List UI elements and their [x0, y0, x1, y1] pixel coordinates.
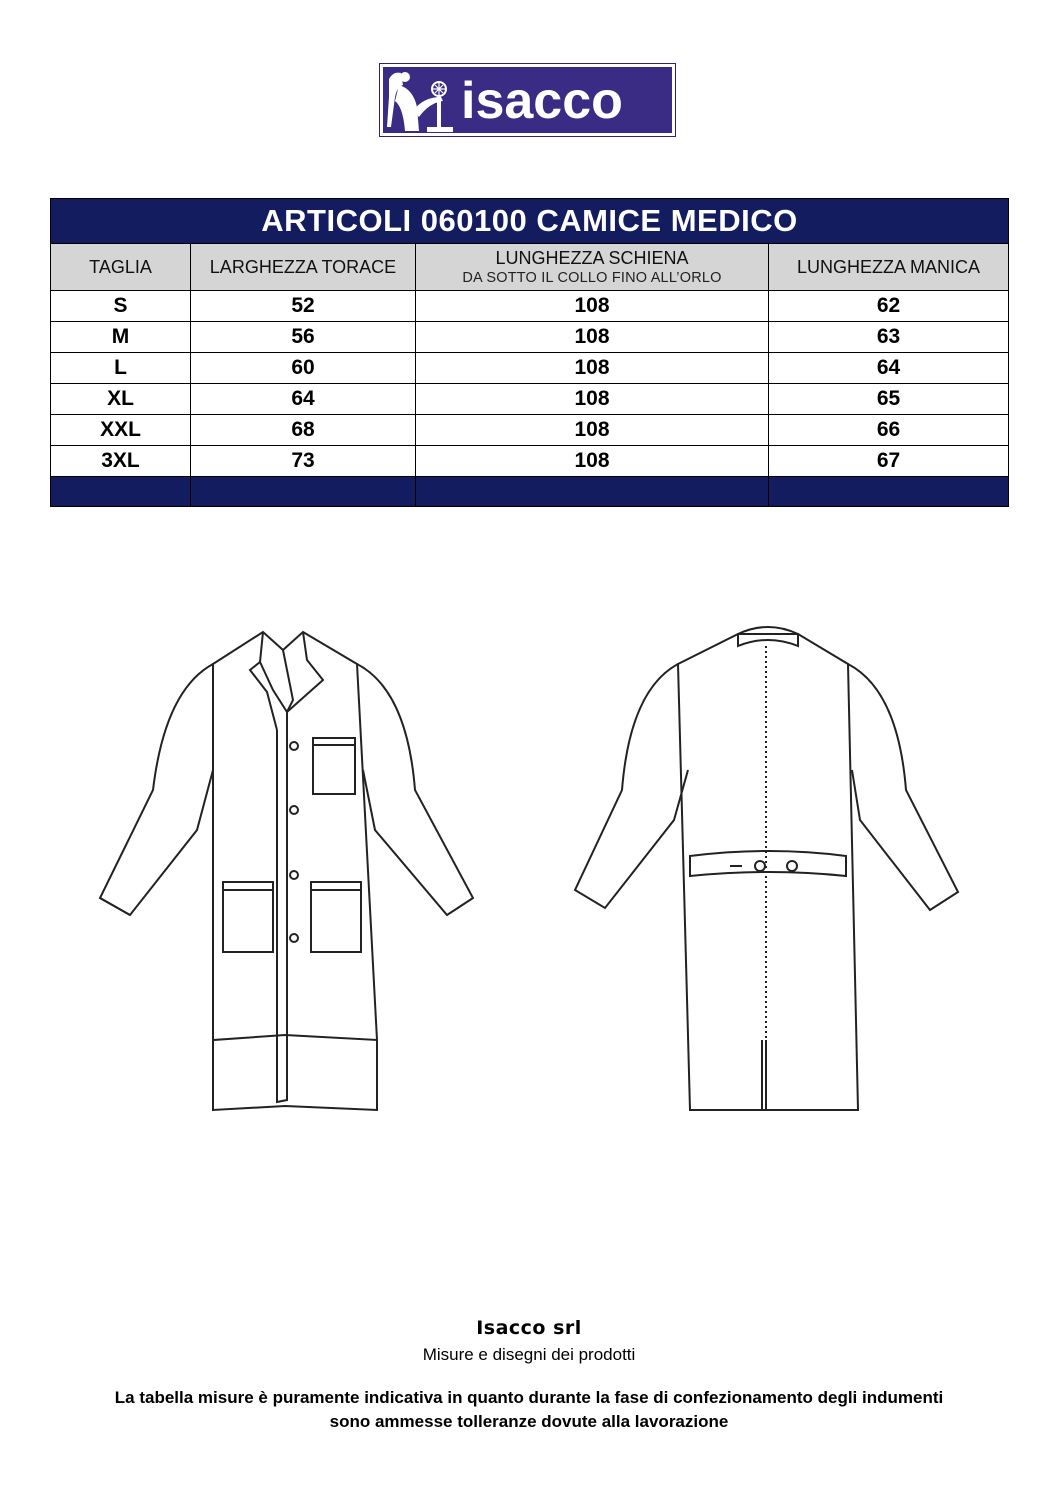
table-row [51, 415, 1009, 446]
cell-chest-width: 60 [191, 353, 416, 384]
header-sleeve-length: LUNGHEZZA MANICA [769, 244, 1009, 291]
header-back-length-note: DA SOTTO IL COLLO FINO ALL’ORLO [462, 270, 722, 286]
table-footer-cell [51, 477, 191, 507]
logo-wordmark: isacco [461, 72, 623, 130]
cell-size: XL [51, 384, 191, 415]
table-footer-cell [416, 477, 769, 507]
table-footer-cell [191, 477, 416, 507]
cell-size: L [51, 353, 191, 384]
table-row [51, 446, 1009, 477]
logo-emblem-icon [383, 67, 463, 135]
disclaimer-line: sono ammesse tolleranze dovute alla lavorazione [329, 1412, 729, 1431]
cell-back-length: 108 [416, 446, 769, 477]
table-title-row [51, 199, 1009, 244]
cell-chest-width: 68 [191, 415, 416, 446]
table-row [51, 291, 1009, 322]
cell-sleeve-length: 62 [769, 291, 1009, 322]
cell-size: XXL [51, 415, 191, 446]
cell-sleeve-length: 63 [769, 322, 1009, 353]
cell-back-length: 108 [416, 384, 769, 415]
table-row [51, 353, 1009, 384]
cell-chest-width: 56 [191, 322, 416, 353]
logo-background [383, 67, 672, 133]
lab-coat-front-drawing [95, 620, 475, 1120]
table-row [51, 322, 1009, 353]
cell-chest-width: 52 [191, 291, 416, 322]
cell-back-length: 108 [416, 353, 769, 384]
disclaimer-line: La tabella misure è puramente indicativa in quanto durante la fase di confezionamento degli indumenti [114, 1388, 944, 1407]
cell-size: M [51, 322, 191, 353]
cell-sleeve-length: 66 [769, 415, 1009, 446]
cell-back-length: 108 [416, 322, 769, 353]
cell-chest-width: 64 [191, 384, 416, 415]
cell-size: S [51, 291, 191, 322]
company-name: Isacco srl [476, 1317, 582, 1339]
header-chest-width: LARGHEZZA TORACE [191, 244, 416, 291]
cell-size: 3XL [51, 446, 191, 477]
document-subtitle: Misure e disegni dei prodotti [422, 1345, 636, 1364]
disclaimer [0, 1386, 1058, 1434]
header-back-length: LUNGHEZZA SCHIENA DA SOTTO IL COLLO FINO ALL’ORLO [416, 244, 769, 291]
table-footer-cell [769, 477, 1009, 507]
table-header-row [51, 244, 1009, 291]
lab-coat-back-drawing [570, 620, 970, 1120]
cell-sleeve-length: 64 [769, 353, 1009, 384]
table-title: ARTICOLI 060100 CAMICE MEDICO [51, 199, 1009, 244]
table-row [51, 384, 1009, 415]
size-table [50, 198, 1009, 507]
cell-sleeve-length: 67 [769, 446, 1009, 477]
brand-logo [379, 63, 676, 137]
cell-back-length: 108 [416, 291, 769, 322]
table-footer-row [51, 477, 1009, 507]
cell-sleeve-length: 65 [769, 384, 1009, 415]
header-size: TAGLIA [51, 244, 191, 291]
cell-chest-width: 73 [191, 446, 416, 477]
cell-back-length: 108 [416, 415, 769, 446]
